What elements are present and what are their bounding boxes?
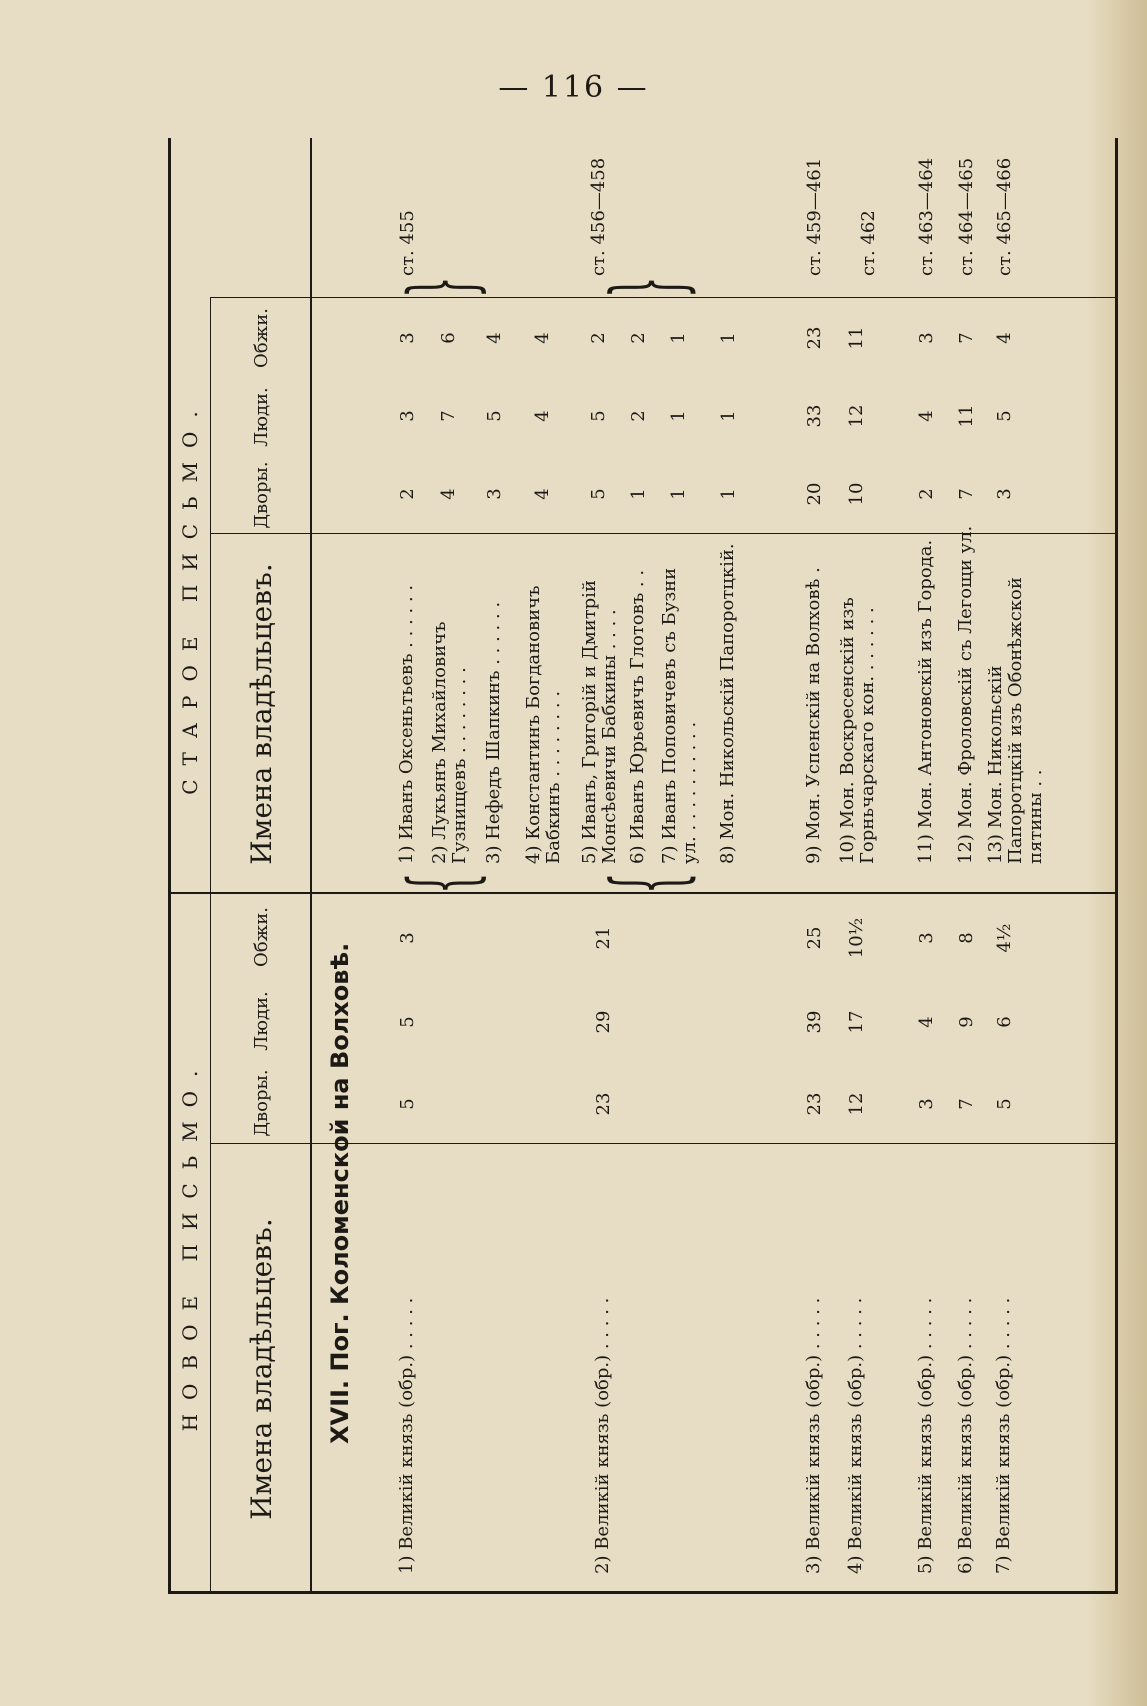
old-row-name: 5) Иванъ, Григорій и Дмитрій Монсѣевичи Бабкины . . . . <box>579 580 620 864</box>
old-row-people: 4 <box>532 410 553 422</box>
old-row-yards: 3 <box>484 488 505 500</box>
old-row-obzhi: 2 <box>628 332 649 344</box>
new-row-obzhi: 21 <box>593 926 614 950</box>
old-row-obzhi: 1 <box>718 332 739 344</box>
old-row-yards: 5 <box>588 488 609 500</box>
old-row-ref: ст. 455 <box>397 210 418 276</box>
old-row-obzhi: 23 <box>804 326 825 350</box>
old-row-ref: ст. 465—466 <box>994 157 1015 276</box>
col-divider <box>210 533 1116 534</box>
old-row-people: 5 <box>484 410 505 422</box>
new-row-name: 2) Великій князь (обр.) . . . . . <box>592 1297 613 1574</box>
page-number: — 116 — <box>498 70 649 105</box>
new-row-obzhi: 8 <box>956 932 977 944</box>
new-row-obzhi: 4½ <box>994 923 1015 953</box>
new-row-people: 39 <box>804 1010 825 1034</box>
new-row-yards: 5 <box>397 1098 418 1110</box>
old-row-obzhi: 4 <box>484 332 505 344</box>
old-row-people: 7 <box>438 410 459 422</box>
rotated-table <box>168 0 1118 1594</box>
old-row-obzhi: 7 <box>956 332 977 344</box>
old-row-obzhi: 4 <box>532 332 553 344</box>
new-row-yards: 23 <box>804 1092 825 1116</box>
old-row-obzhi: 3 <box>916 332 937 344</box>
old-row-yards: 2 <box>916 488 937 500</box>
old-row-name: 13) Мон. Никольскій Папоротцкій изъ Обонѣжской пятины . . <box>985 577 1046 864</box>
new-row-obzhi: 3 <box>397 932 418 944</box>
old-row-people: 4 <box>916 410 937 422</box>
new-row-obzhi: 10½ <box>846 917 867 959</box>
new-row-yards: 5 <box>994 1098 1015 1110</box>
old-row-ref: ст. 464—465 <box>956 157 977 276</box>
old-row-people: 3 <box>397 410 418 422</box>
old-row-people: 12 <box>846 404 867 428</box>
old-col-yards: Дворы. <box>250 461 272 529</box>
new-col-obzhi: Обжи. <box>250 907 272 967</box>
old-row-obzhi: 3 <box>397 332 418 344</box>
old-row-yards: 4 <box>438 488 459 500</box>
old-row-people: 2 <box>628 410 649 422</box>
old-col-people: Люди. <box>250 387 272 447</box>
new-row-yards: 3 <box>916 1098 937 1110</box>
header-rule-bottom <box>310 138 312 1594</box>
new-row-people: 4 <box>916 1016 937 1028</box>
new-row-obzhi: 25 <box>804 926 825 950</box>
old-row-ref: ст. 459—461 <box>804 157 825 276</box>
old-col-obzhi: Обжи. <box>250 308 272 368</box>
old-row-name: 6) Иванъ Юрьевичъ Глотовъ . . <box>627 569 648 864</box>
old-col-names: Имена владѣльцевъ. <box>244 563 278 865</box>
new-row-people: 9 <box>956 1016 977 1028</box>
old-row-people: 33 <box>804 404 825 428</box>
brace-right: } <box>593 276 705 298</box>
old-section-header: СТАРОЕ ПИСЬМО. <box>178 397 202 795</box>
new-section-header: НОВОЕ ПИСЬМО. <box>178 1056 202 1432</box>
old-row-ref: ст. 456—458 <box>588 157 609 276</box>
old-row-yards: 3 <box>994 488 1015 500</box>
new-row-people: 5 <box>397 1016 418 1028</box>
old-row-yards: 7 <box>956 488 977 500</box>
brace-right: } <box>391 276 495 298</box>
old-row-name: 9) Мон. Успенскій на Волховѣ . <box>803 567 824 864</box>
new-col-people: Люди. <box>250 991 272 1051</box>
new-row-obzhi: 3 <box>916 932 937 944</box>
old-row-obzhi: 1 <box>668 332 689 344</box>
new-row-people: 17 <box>846 1010 867 1034</box>
new-row-name: 5) Великій князь (обр.) . . . . . <box>915 1297 936 1574</box>
new-row-name: 3) Великій князь (обр.) . . . . . <box>803 1297 824 1574</box>
old-row-yards: 1 <box>718 488 739 500</box>
new-col-yards: Дворы. <box>250 1069 272 1137</box>
old-row-obzhi: 2 <box>588 332 609 344</box>
header-rule <box>210 298 211 1594</box>
new-row-name: 1) Великій князь (обр.) . . . . . <box>396 1297 417 1574</box>
new-row-people: 6 <box>994 1016 1015 1028</box>
old-row-yards: 2 <box>397 488 418 500</box>
old-row-name: 1) Иванъ Оксеньтьевъ . . . . . . <box>396 584 417 864</box>
brace-left: { <box>593 872 705 894</box>
old-row-name: 2) Лукьянъ Михайловичъ Гузнищевъ . . . . . . . . <box>429 621 470 864</box>
old-row-yards: 1 <box>668 488 689 500</box>
new-row-yards: 12 <box>846 1092 867 1116</box>
old-row-yards: 20 <box>804 482 825 506</box>
old-row-name: 7) Иванъ Поповичевъ съ Бузни ул. . . . . . . . . . . <box>659 567 700 864</box>
old-row-people: 1 <box>668 410 689 422</box>
new-col-names: Имена владѣльцевъ. <box>244 1218 278 1520</box>
new-row-name: 6) Великій князь (обр.) . . . . . <box>955 1297 976 1574</box>
old-row-name: 10) Мон. Воскресенскій изъ Горньчарскаго кон. . . . . . . <box>837 597 878 864</box>
old-row-name: 8) Мон. Никольскій Папоротцкій. <box>717 543 738 864</box>
old-row-obzhi: 6 <box>438 332 459 344</box>
new-row-name: 4) Великій князь (обр.) . . . . . <box>845 1297 866 1574</box>
old-row-name: 4) Константинъ Богдановичъ Бабкинъ . . . . . . . . <box>523 585 564 864</box>
old-row-people: 1 <box>718 410 739 422</box>
old-row-people: 11 <box>956 404 977 428</box>
brace-left: { <box>391 872 495 894</box>
old-row-yards: 10 <box>846 482 867 506</box>
old-row-name: 12) Мон. Фроловскій съ Легощи ул. <box>955 525 976 864</box>
old-row-obzhi: 4 <box>994 332 1015 344</box>
old-row-name: 11) Мон. Антоновскій изъ Города. <box>915 539 936 864</box>
old-row-name: 3) Нефедъ Шапкинъ . . . . . . <box>483 601 504 864</box>
old-row-yards: 4 <box>532 488 553 500</box>
old-row-ref: ст. 462 <box>858 210 879 276</box>
new-row-yards: 23 <box>593 1092 614 1116</box>
old-row-yards: 1 <box>628 488 649 500</box>
old-row-ref: ст. 463—464 <box>916 157 937 276</box>
old-row-people: 5 <box>994 410 1015 422</box>
new-row-name: 7) Великій князь (обр.) . . . . . <box>993 1297 1014 1574</box>
old-row-people: 5 <box>588 410 609 422</box>
new-row-people: 29 <box>593 1010 614 1034</box>
section-title: XVII. Пог. Коломенской на Волховѣ. <box>326 942 354 1444</box>
old-row-obzhi: 11 <box>846 326 867 350</box>
new-row-yards: 7 <box>956 1098 977 1110</box>
